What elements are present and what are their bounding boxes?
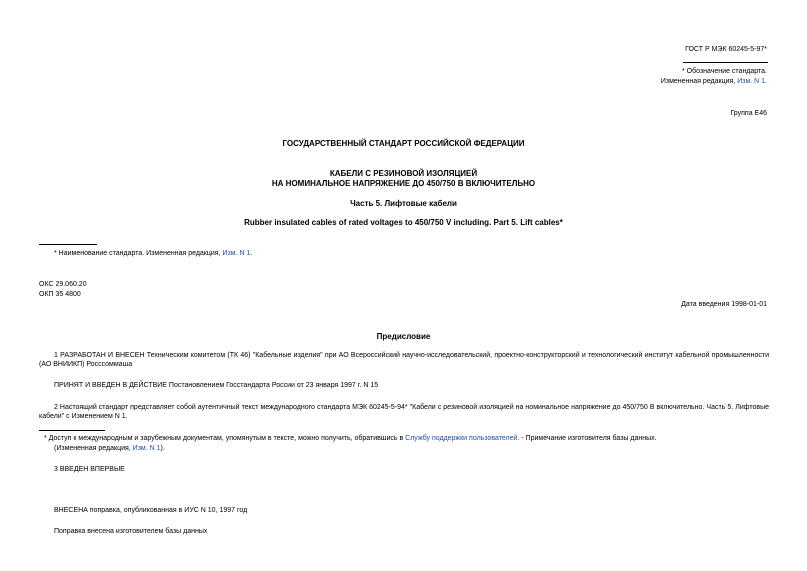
foreword-paragraph-1: 1 РАЗРАБОТАН И ВНЕСЕН Техническим комитетом (ТК 46) "Кабельные изделия" при АО Всероссийский научно-исследовательский, проектно-конструкторский и технологический институт кабельной промышленности (АО ВНИИКП) Россcоммаша xyxy=(39,352,769,369)
revision-prefix: Измененная редакция, xyxy=(660,78,738,85)
designation-revision xyxy=(467,77,767,86)
title-line-3: НА НОМИНАЛЬНОЕ НАПРЯЖЕНИЕ ДО 450/750 В ВКЛЮЧИТЕЛЬНО xyxy=(271,179,536,188)
title-english: Rubber insulated cables of rated voltages to 450/750 V including. Part 5. Lift cables* xyxy=(244,218,563,227)
foreword-amendment-applied: Поправка внесена изготовителем базы данных xyxy=(54,528,208,535)
support-link[interactable]: Службу поддержки пользователей xyxy=(405,435,518,442)
foreword-amendment: ВНЕСЕНА поправка, опубликованная в ИУС N 10, 1997 год xyxy=(54,507,248,514)
footnote-divider xyxy=(683,62,768,63)
access-revision-suffix: ). xyxy=(160,445,165,452)
foreword-paragraph-3: 3 ВВЕДЕН ВПЕРВЫЕ xyxy=(54,466,125,473)
title-footnote-link[interactable]: Изм. N 1 xyxy=(222,250,251,257)
title-footnote-text: * Наименование стандарта. Измененная редакция, xyxy=(54,250,223,257)
title-footnote xyxy=(54,249,252,258)
foreword-paragraph-2: 2 Настоящий стандарт представляет собой аутентичный текст международного стандарта МЭК 60245-5-94* "Кабели с резиновой изоляцией на номинальное напряжение до 450/750 В включительно. Часть 5. Лифтовые кабели" с Изменением N 1. xyxy=(39,404,769,421)
access-footnote-suffix: . - Примечание изготовителя базы данных. xyxy=(517,435,657,442)
access-footnote xyxy=(44,434,657,443)
page-title: ГОСУДАРСТВЕННЫЙ СТАНДАРТ РОССИЙСКОЙ ФЕДЕРАЦИИ xyxy=(282,139,525,148)
okp-code: ОКП 35 4800 xyxy=(39,291,81,298)
title-part: Часть 5. Лифтовые кабели xyxy=(350,199,457,208)
foreword-accepted: ПРИНЯТ И ВВЕДЕН В ДЕЙСТВИЕ Постановлением Госстандарта России от 23 января 1997 г. N 15 xyxy=(54,382,379,389)
designation-note: * Обозначение стандарта. xyxy=(682,68,767,75)
title-footnote-suffix: . xyxy=(250,250,253,257)
access-revision-link[interactable]: Изм. N 1 xyxy=(132,445,161,452)
standard-code: ГОСТ Р МЭК 60245-5-97* xyxy=(685,46,767,53)
intro-date: Дата введения 1998-01-01 xyxy=(681,301,767,308)
access-revision-prefix: (Измененная редакция, xyxy=(54,445,133,452)
title-footnote-divider xyxy=(39,244,97,245)
revision-suffix: . xyxy=(765,78,767,85)
oks-code: ОКС 29.060.20 xyxy=(39,281,87,288)
revision-link[interactable]: Изм. N 1 xyxy=(737,78,766,85)
title-line-2: КАБЕЛИ С РЕЗИНОВОЙ ИЗОЛЯЦИЕЙ xyxy=(329,169,478,178)
access-footnote-divider xyxy=(39,430,105,431)
foreword-heading: Предисловие xyxy=(376,332,431,341)
group-label: Группа Е46 xyxy=(730,110,767,117)
access-footnote-text: * Доступ к международным и зарубежным документам, упомянутым в тексте, можно получить, обратившись в xyxy=(44,435,406,442)
access-footnote-revision xyxy=(54,444,165,453)
